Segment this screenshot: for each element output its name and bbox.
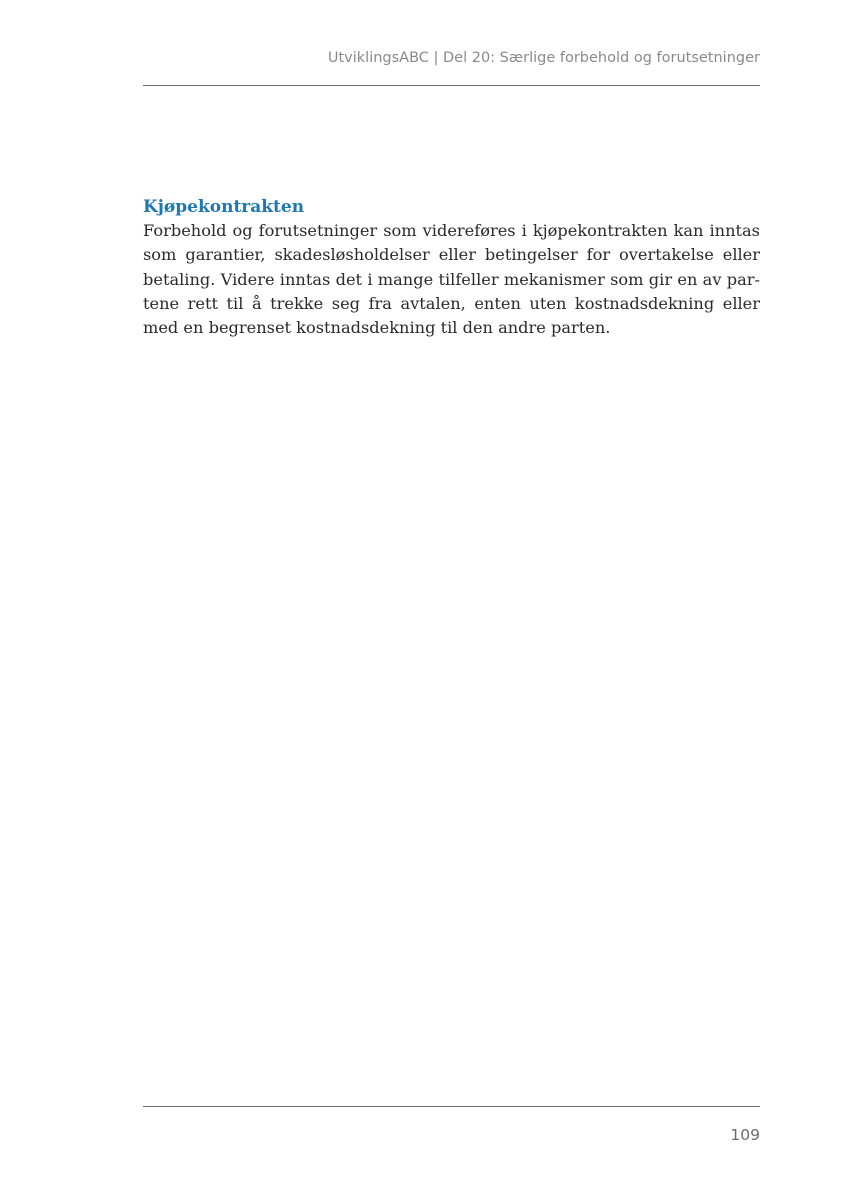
header-divider: [143, 85, 760, 86]
content-section: [143, 195, 760, 340]
section-body-paragraph: Forbehold og forutsetninger som videreføres i kjøpekontrakten kan inntas som garantier, skadesløsholdelser eller betingelser for overtakelse eller betaling. Videre inntas det i mange tilfeller mekanismer som gir en av partene rett til å trekke seg fra avtalen, enten uten kostnadsdekning eller med en begrenset kostnadsdekning til den andre parten.: [143, 221, 760, 338]
running-header: UtviklingsABC | Del 20: Særlige forbehold og forutsetninger: [327, 50, 760, 66]
page-number: 109: [730, 1126, 760, 1144]
section-heading: Kjøpekontrakten: [143, 197, 305, 217]
footer-divider: [143, 1106, 760, 1107]
